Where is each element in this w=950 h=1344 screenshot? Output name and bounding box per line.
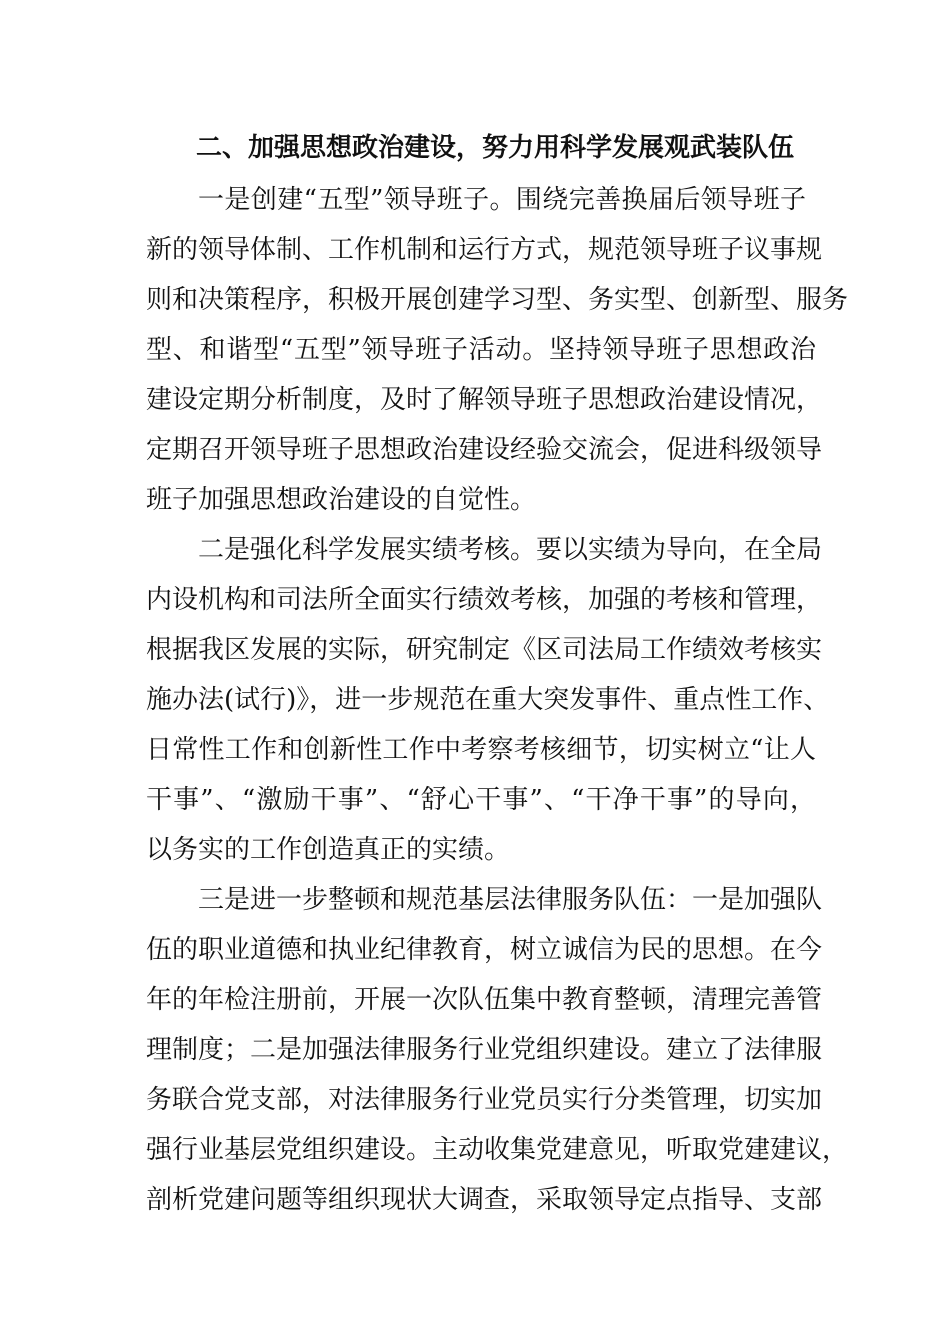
paragraph-line: 强行业基层党组织建设。主动收集党建意见，听取党建建议， [146, 1135, 849, 1165]
paragraph-line: 以务实的工作创造真正的实绩。 [146, 835, 511, 865]
paragraph-line: 施办法(试行)》，进一步规范在重大突发事件、重点性工作、 [146, 685, 830, 715]
section-heading: 二、加强思想政治建设，努力用科学发展观武装队伍 [196, 133, 795, 163]
paragraph-line: 干事”、“激励干事”、“舒心干事”、“干净干事”的导向， [146, 785, 816, 815]
paragraph-line: 二是强化科学发展实绩考核。要以实绩为导向，在全局 [198, 535, 823, 565]
paragraph-line: 年的年检注册前，开展一次队伍集中教育整顿，清理完善管 [146, 985, 823, 1015]
paragraph-line: 日常性工作和创新性工作中考察考核细节，切实树立“让人 [146, 735, 816, 765]
paragraph-line: 新的领导体制、工作机制和运行方式，规范领导班子议事规 [146, 235, 823, 265]
paragraph-line: 建设定期分析制度，及时了解领导班子思想政治建设情况， [146, 385, 823, 415]
paragraph-line: 班子加强思想政治建设的自觉性。 [146, 485, 537, 515]
paragraph-line: 一是创建“五型”领导班子。围绕完善换届后领导班子 [198, 185, 806, 215]
paragraph-line: 则和决策程序，积极开展创建学习型、务实型、创新型、服务 [146, 285, 849, 315]
paragraph-line: 伍的职业道德和执业纪律教育，树立诚信为民的思想。在今 [146, 935, 823, 965]
paragraph-line: 根据我区发展的实际，研究制定《区司法局工作绩效考核实 [146, 635, 823, 665]
paragraph-line: 剖析党建问题等组织现状大调查，采取领导定点指导、支部 [146, 1185, 823, 1215]
paragraph-line: 型、和谐型“五型”领导班子活动。坚持领导班子思想政治 [146, 335, 816, 365]
paragraph-line: 务联合党支部，对法律服务行业党员实行分类管理，切实加 [146, 1085, 823, 1115]
paragraph-line: 理制度；二是加强法律服务行业党组织建设。建立了法律服 [146, 1035, 823, 1065]
paragraph-line: 内设机构和司法所全面实行绩效考核，加强的考核和管理， [146, 585, 823, 615]
paragraph-line: 定期召开领导班子思想政治建设经验交流会，促进科级领导 [146, 435, 823, 465]
paragraph-line: 三是进一步整顿和规范基层法律服务队伍：一是加强队 [198, 885, 823, 915]
